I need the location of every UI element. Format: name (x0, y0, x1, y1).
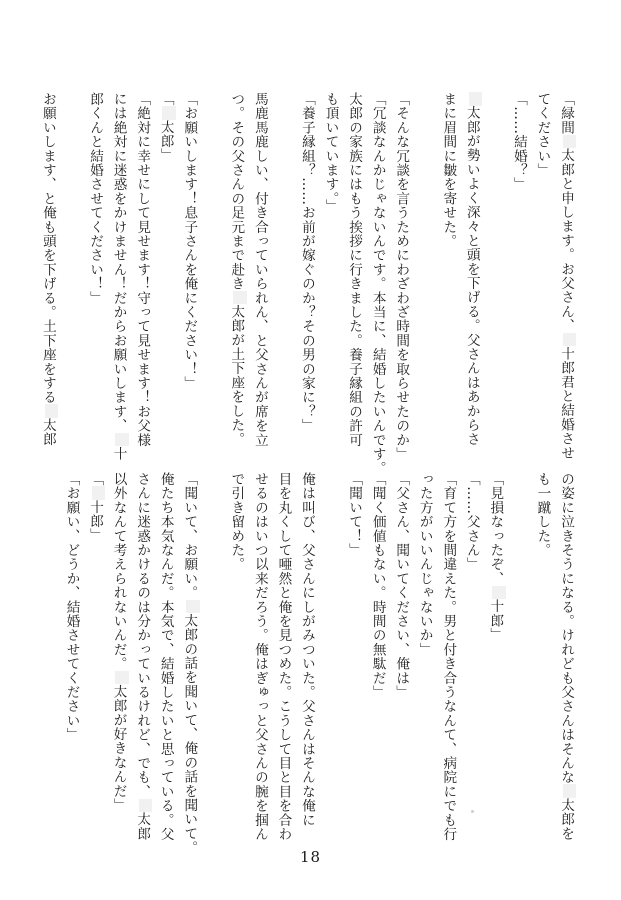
text-line (553, 92, 577, 488)
redaction-mark (563, 135, 577, 149)
text-line (530, 472, 554, 742)
text-run: 「冗談なんかじゃないんです。本当に、結婚したいんです。 (369, 92, 386, 476)
text-run: 「 (157, 92, 174, 107)
text-line (130, 472, 154, 841)
text-run: お願いします、と俺も頭を下げる。土下座をする (39, 92, 56, 405)
text-run: 十郎君と結婚させ (558, 346, 574, 461)
text-run: 「……父さん」 (463, 472, 480, 572)
lower-text-block (59, 472, 577, 855)
text-run: 「育て方を間違えた。男と付き合うなんて、病院にでも行 (440, 472, 457, 842)
text-line (412, 92, 436, 488)
text-run: 太郎の家族にはもう挨拶に行きました。養子縁組の許可 (346, 92, 363, 447)
text-run: 太郎が勢いよく深々と頭を下げる。父さんはあからさ (463, 105, 480, 447)
text-line (318, 472, 342, 742)
redaction-mark (115, 433, 129, 447)
text-line (483, 472, 507, 742)
text-line (436, 472, 460, 842)
text-run: 「聞いて、お願い。 (181, 472, 198, 600)
text-run: つ。その父さんの足元まで赴き (228, 92, 245, 291)
text-run: 十郎」 (87, 499, 104, 543)
text-run: には絶対に迷惑をかけません！だからお願いします、 (110, 92, 127, 433)
text-run: まに眉間に皺を寄せた。 (440, 92, 457, 249)
text-line (153, 472, 177, 842)
text-line (177, 92, 201, 488)
text-line (247, 92, 271, 488)
text-run: 太郎の話を聞いて、俺の話を聞いて。 (181, 613, 198, 855)
text-line (59, 92, 83, 488)
text-run: てください」 (534, 92, 551, 178)
text-line (294, 472, 318, 827)
text-line (106, 472, 130, 813)
text-line (224, 92, 248, 488)
text-run: 太郎 (134, 812, 151, 841)
page-number: 18 (299, 848, 322, 866)
text-run: 太郎 (39, 418, 56, 447)
text-run: 「父さん、聞いてください、俺は」 (393, 472, 410, 700)
redaction-mark (162, 106, 176, 120)
text-run: 「……結婚？」 (510, 92, 527, 192)
text-run: った方がいいんじゃないか」 (416, 472, 433, 657)
text-line (530, 92, 554, 488)
redaction-mark (186, 600, 200, 614)
text-line (35, 92, 59, 488)
text-line (365, 92, 389, 488)
text-run: 俺たち本気なんだ。本気で、結婚したいと思っている。父 (157, 472, 174, 842)
text-line (106, 92, 130, 488)
text-run: で引き留めた。 (228, 472, 245, 572)
text-run: 「そんな冗談を言うためにわざわざ時間を取らせたのか」 (393, 92, 410, 462)
text-run: 以外なんて考えられないんだ。 (110, 472, 127, 671)
text-run: さんに迷惑かけるのは分かっているけれど、でも、 (134, 472, 151, 799)
text-run: 太郎」 (157, 119, 174, 163)
text-run: も頂いています。」 (322, 92, 339, 213)
text-line (153, 92, 177, 488)
text-run: 俺は叫び、父さんにしがみついた。父さんはそんな俺に (298, 472, 315, 827)
upper-text-block (35, 92, 577, 488)
text-line (224, 472, 248, 742)
redaction-mark (115, 671, 129, 685)
text-line (271, 92, 295, 488)
text-run: 「聞いて！」 (346, 472, 363, 558)
text-line (365, 472, 389, 742)
text-run: せるのはいつ以来だろう。俺はぎゅっと父さんの腕を掴ん (251, 472, 268, 842)
text-run: 「緑間 (558, 92, 574, 135)
text-line (342, 92, 366, 488)
redaction-mark (139, 799, 153, 813)
text-line (506, 472, 530, 742)
text-line (130, 92, 154, 488)
text-run: 目を丸くして唖然と俺を見つめた。こうして目と目を合わ (275, 472, 292, 842)
text-run: 「お願いします！息子さんを俺にください！」 (181, 92, 198, 391)
text-line (459, 92, 483, 488)
text-run: 十郎」 (487, 599, 504, 642)
text-run: 「見損なったぞ、 (487, 472, 504, 586)
text-line (271, 472, 295, 842)
text-line (553, 472, 577, 841)
text-line (412, 472, 436, 742)
text-run: 太郎を (558, 798, 574, 841)
text-run: 馬鹿馬鹿しい、付き合っていられん、と父さんが席を立 (251, 92, 268, 447)
text-run: 「絶対に幸せにして見せます！守って見せます！お父様 (134, 92, 151, 447)
redaction-mark (92, 486, 106, 500)
text-run: 「養子縁組？……お前が嫁ぐのか？その男の家に？」 (298, 92, 315, 433)
text-run: の姿に泣きそうになる。けれども父さんはそんな (558, 472, 574, 785)
text-line (59, 472, 83, 742)
text-run: 「聞く価値もない。時間の無駄だ」 (369, 472, 386, 700)
text-line (342, 472, 366, 742)
text-run: 「 (87, 472, 104, 487)
text-line (389, 92, 413, 488)
redaction-mark (563, 333, 577, 347)
redaction-mark (492, 586, 506, 600)
text-line (389, 472, 413, 742)
text-run: 太郎が好きなんだ」 (110, 684, 127, 813)
text-line (459, 472, 483, 742)
text-line (318, 92, 342, 488)
redaction-mark (469, 92, 483, 106)
text-run: 太郎が土下座をした。 (228, 304, 245, 447)
text-line (294, 92, 318, 488)
text-line (177, 472, 201, 855)
text-run: 「お願い、どうか、結婚させてください」 (63, 472, 80, 742)
redaction-mark (45, 404, 59, 418)
text-run: も一蹴した。 (534, 472, 551, 558)
text-line (483, 92, 507, 488)
text-run: 郎くんと結婚させてください！」 (87, 92, 104, 305)
redaction-mark (233, 291, 247, 305)
text-line (506, 92, 530, 488)
text-line (83, 472, 107, 742)
text-run: 太郎と申します。お父さん、 (558, 148, 574, 333)
redaction-mark (563, 784, 577, 798)
text-run: 十 (110, 446, 127, 461)
text-line (83, 92, 107, 488)
text-line (200, 472, 224, 742)
text-line (436, 92, 460, 488)
text-line (247, 472, 271, 842)
text-line (200, 92, 224, 488)
scan-speck (471, 810, 474, 813)
